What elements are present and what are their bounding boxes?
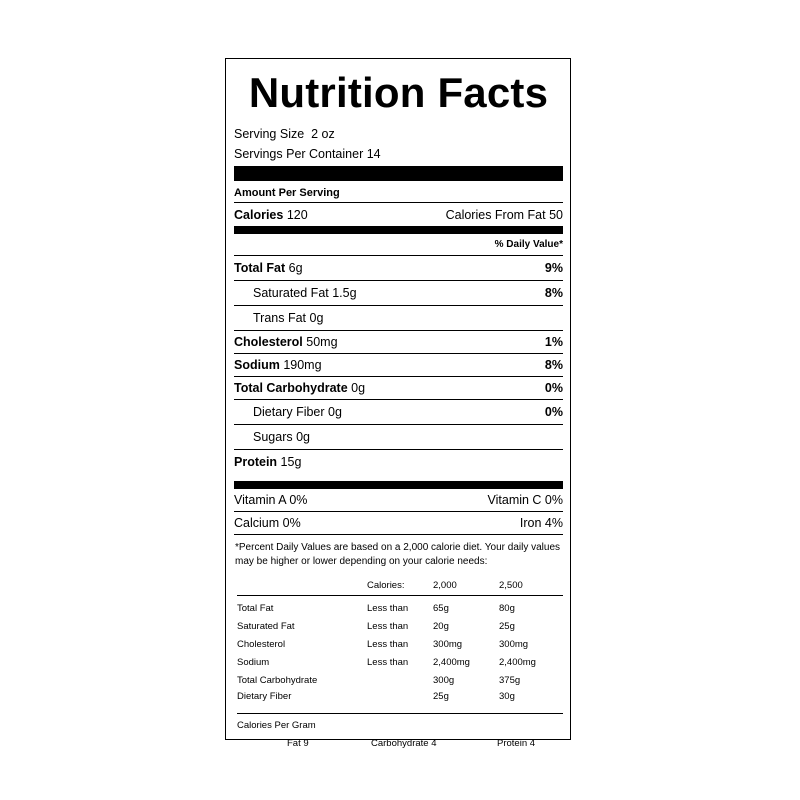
vitamin-a: Vitamin A 0% <box>234 493 308 507</box>
dv-cell: 300mg <box>433 638 463 650</box>
table-row <box>237 596 563 618</box>
protein-amount: 15g <box>280 454 302 469</box>
sodium-label: Sodium <box>234 358 280 372</box>
calcium: Calcium 0% <box>234 516 301 530</box>
daily-value-header: % Daily Value* <box>234 234 563 256</box>
dv-cell: 80g <box>499 602 515 614</box>
total-carb-dv: 0% <box>544 381 563 395</box>
cpg-carbohydrate: Carbohydrate 4 <box>371 738 437 749</box>
sodium-dv: 8% <box>544 358 563 372</box>
vitamin-c: Vitamin C 0% <box>487 493 563 507</box>
dv-header-cell: 2,500 <box>499 575 563 596</box>
calories-value: 120 <box>286 207 308 222</box>
dv-cell: 25g <box>499 620 515 632</box>
dietary-fiber-dv: 0% <box>544 405 563 419</box>
saturated-fat-label: Saturated Fat 1.5g <box>253 286 357 300</box>
serving-size: Serving Size 2 oz <box>234 127 335 141</box>
calories-label: Calories <box>234 207 284 222</box>
dv-cell: Total Fat <box>237 602 274 614</box>
calories-text <box>234 208 308 222</box>
nutrient-row-cholesterol <box>234 331 563 354</box>
dietary-fiber-label: Dietary Fiber 0g <box>253 405 342 419</box>
dv-cell: 65g <box>433 602 449 614</box>
dv-cell <box>367 671 433 689</box>
total-carb-label: Total Carbohydrate <box>234 381 348 395</box>
dv-cell: Less than <box>367 602 409 614</box>
total-fat-dv: 9% <box>544 261 563 275</box>
cpg-protein: Protein 4 <box>497 738 536 749</box>
iron: Iron 4% <box>519 516 563 530</box>
dv-header-cell: 2,000 <box>433 575 499 596</box>
dv-cell: 30g <box>499 689 563 714</box>
nutrient-row-protein <box>234 450 563 473</box>
sugars-label: Sugars 0g <box>253 430 310 444</box>
dv-cell: 375g <box>499 674 521 686</box>
nutrition-facts-label <box>225 58 571 749</box>
dv-cell: 25g <box>433 689 499 714</box>
cholesterol-label: Cholesterol <box>234 335 303 349</box>
dv-cell: 300g <box>433 674 455 686</box>
nutrient-row-dietary-fiber <box>234 400 563 425</box>
dv-cell <box>367 689 433 714</box>
dv-cell: 300mg <box>499 638 529 650</box>
calories-per-gram-title: Calories Per Gram <box>237 720 316 731</box>
protein-label: Protein <box>234 454 278 469</box>
nutrient-row-sodium <box>234 354 563 377</box>
servings-per-container: Servings Per Container 14 <box>234 147 381 161</box>
total-fat-amount: 6g <box>288 261 303 275</box>
dv-cell: Saturated Fat <box>237 620 295 632</box>
thick-divider <box>234 166 563 181</box>
nutrient-row-total-fat <box>234 256 563 281</box>
medium-divider <box>234 227 563 234</box>
calories-row <box>234 203 563 227</box>
table-row <box>237 671 563 689</box>
table-row <box>237 617 563 635</box>
cholesterol-amount: 50mg <box>306 335 338 349</box>
table-row <box>237 689 563 714</box>
nutrient-row-total-carbohydrate <box>234 377 563 400</box>
dv-cell: 2,400mg <box>499 656 536 668</box>
cpg-fat: Fat 9 <box>287 738 309 749</box>
dv-cell: Dietary Fiber <box>237 689 367 714</box>
sodium-amount: 190mg <box>283 358 322 372</box>
dv-cell: 20g <box>433 620 449 632</box>
calories-from-fat: Calories From Fat 50 <box>445 207 563 222</box>
medium-divider <box>234 481 563 489</box>
dv-cell: Less than <box>367 638 409 650</box>
dv-cell: 2,400mg <box>433 656 470 668</box>
dv-cell: Less than <box>367 656 409 668</box>
daily-value-footnote: *Percent Daily Values are based on a 2,000 calorie diet. Your daily values may be higher or lower depending on your calorie needs: <box>235 542 561 567</box>
dv-cell: Sodium <box>237 656 270 668</box>
table-row <box>237 635 563 653</box>
label-title: Nutrition Facts <box>248 69 549 116</box>
amount-per-serving: Amount Per Serving <box>234 181 563 203</box>
serving-info <box>234 124 563 164</box>
vitamin-row-calcium-iron <box>234 512 563 535</box>
nutrient-row-trans-fat <box>234 306 563 331</box>
cholesterol-dv: 1% <box>544 335 563 349</box>
vitamin-row-a-c <box>234 489 563 512</box>
nutrient-row-saturated-fat <box>234 281 563 306</box>
dv-cell: Cholesterol <box>237 638 286 650</box>
dv-header-cell: Calories: <box>367 575 433 596</box>
calories-per-gram-values <box>234 738 563 749</box>
daily-values-table <box>237 575 563 714</box>
table-row <box>237 653 563 671</box>
trans-fat-label: Trans Fat 0g <box>253 311 324 325</box>
total-fat-label: Total Fat <box>234 261 286 275</box>
nutrient-row-sugars <box>234 425 563 450</box>
saturated-fat-dv: 8% <box>544 286 563 300</box>
dv-cell: Total Carbohydrate <box>237 674 318 686</box>
dv-cell: Less than <box>367 620 409 632</box>
dv-table-header <box>237 575 563 596</box>
dv-header-cell <box>237 575 367 596</box>
total-carb-amount: 0g <box>351 381 366 395</box>
